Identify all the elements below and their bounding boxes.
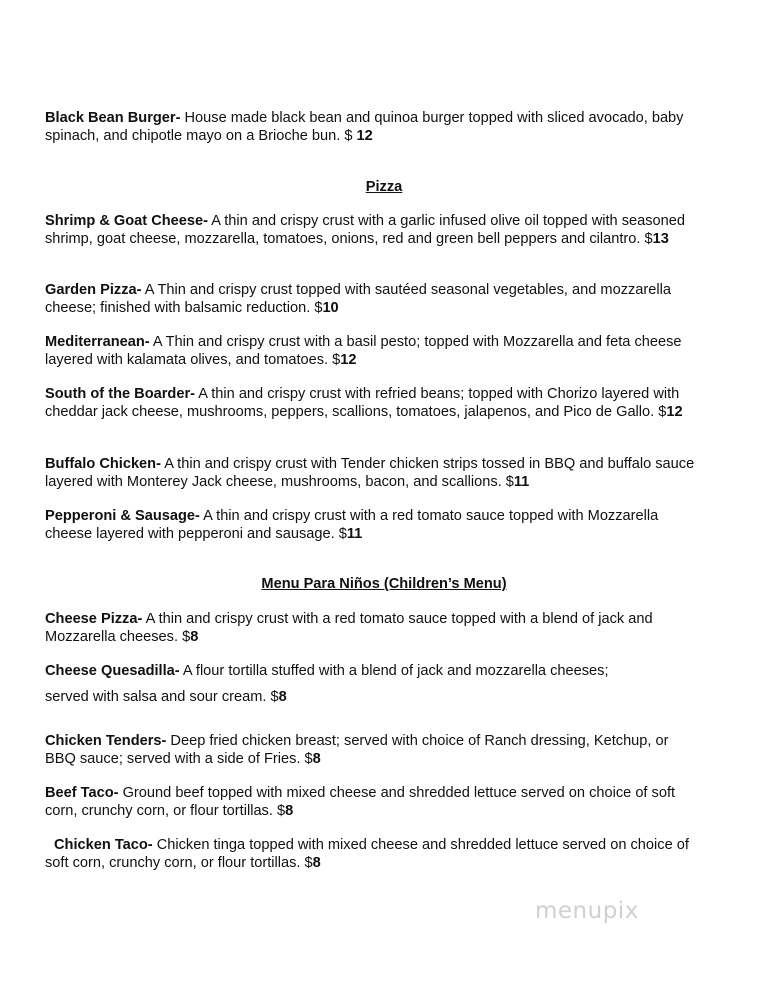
- menu-item-black-bean-burger: [45, 109, 695, 145]
- item-price: 11: [513, 474, 530, 490]
- item-description: A thin and crispy crust with a red tomato sauce topped with Mozzarella cheese layered with pepperoni and sausage. $: [45, 508, 659, 542]
- item-description: A Thin and crispy crust with a basil pesto; topped with Mozzarella and feta cheese layered with kalamata olives, and tomatoes. $: [45, 334, 682, 368]
- item-price: 11: [346, 526, 363, 542]
- item-price: 8: [312, 751, 321, 767]
- item-description: Ground beef topped with mixed cheese and shredded lettuce served on choice of soft corn, crunchy corn, or flour tortillas. $: [45, 785, 676, 819]
- item-name: Buffalo Chicken-: [45, 456, 161, 472]
- item-description: A thin and crispy crust with a garlic infused olive oil topped with seasoned shrimp, goat cheese, mozzarella, tomatoes, onions, red and green bell peppers and cilantro. $: [45, 213, 685, 247]
- item-name: Garden Pizza-: [45, 282, 142, 298]
- item-name: Chicken Tenders-: [45, 733, 167, 749]
- item-description: A thin and crispy crust with a red tomato sauce topped with a blend of jack and Mozzarella cheeses. $: [45, 611, 653, 645]
- section-heading-childrens-menu: Menu Para Niños (Children’s Menu): [261, 576, 507, 592]
- menu-item-garden-pizza: [45, 281, 695, 317]
- item-price: 12: [340, 352, 357, 368]
- item-name: Shrimp & Goat Cheese-: [45, 213, 208, 229]
- item-name: Beef Taco-: [45, 785, 119, 801]
- item-price: 8: [312, 855, 321, 871]
- menu-item-south-of-the-boarder: [45, 385, 695, 421]
- menu-item-cheese-quesadilla-cont: [45, 688, 695, 706]
- menu-item-mediterranean: [45, 333, 695, 369]
- item-name: Cheese Quesadilla-: [45, 663, 180, 679]
- item-price: 12: [666, 404, 683, 420]
- item-name: Pepperoni & Sausage-: [45, 508, 200, 524]
- menu-item-shrimp-goat-cheese: [45, 212, 695, 248]
- menu-item-pepperoni-sausage: [45, 507, 695, 543]
- item-price: 8: [285, 803, 294, 819]
- item-name: Black Bean Burger-: [45, 110, 181, 126]
- item-price: 12: [356, 128, 373, 144]
- item-description: A Thin and crispy crust topped with sautéed seasonal vegetables, and mozzarella cheese; finished with balsamic reduction. $: [45, 282, 671, 316]
- item-price: 10: [322, 300, 339, 316]
- item-description: Chicken tinga topped with mixed cheese and shredded lettuce served on choice of soft corn, crunchy corn, or flour tortillas. $: [45, 837, 689, 871]
- item-description: A thin and crispy crust with Tender chicken strips tossed in BBQ and buffalo sauce layered with Monterey Jack cheese, mushrooms, bacon, and scallions. $: [45, 456, 695, 490]
- item-price: 13: [652, 231, 669, 247]
- menu-item-chicken-taco: [45, 836, 695, 872]
- item-description: House made black bean and quinoa burger topped with sliced avocado, baby spinach, and chipotle mayo on a Brioche bun. $: [45, 110, 684, 144]
- menu-item-buffalo-chicken: [45, 455, 695, 491]
- menu-item-beef-taco: [45, 784, 695, 820]
- item-price: 8: [190, 629, 199, 645]
- item-name: Mediterranean-: [45, 334, 150, 350]
- item-price: 8: [278, 689, 287, 705]
- item-name: Chicken Taco-: [54, 837, 153, 853]
- item-description: served with salsa and sour cream. $: [45, 689, 279, 705]
- item-description: A flour tortilla stuffed with a blend of jack and mozzarella cheeses;: [179, 663, 609, 679]
- section-heading-pizza: Pizza: [365, 179, 403, 195]
- menupix-watermark: menupix: [535, 898, 639, 924]
- item-description: A thin and crispy crust with refried beans; topped with Chorizo layered with cheddar jack cheese, mushrooms, peppers, scallions, tomatoes, jalapenos, and Pico de Gallo. $: [45, 386, 680, 420]
- menu-item-chicken-tenders: [45, 732, 695, 768]
- item-name: South of the Boarder-: [45, 386, 195, 402]
- item-name: Cheese Pizza-: [45, 611, 143, 627]
- menu-item-cheese-pizza: [45, 610, 695, 646]
- menu-item-cheese-quesadilla: [45, 662, 695, 680]
- item-description: Deep fried chicken breast; served with choice of Ranch dressing, Ketchup, or BBQ sauce; served with a side of Fries. $: [45, 733, 669, 767]
